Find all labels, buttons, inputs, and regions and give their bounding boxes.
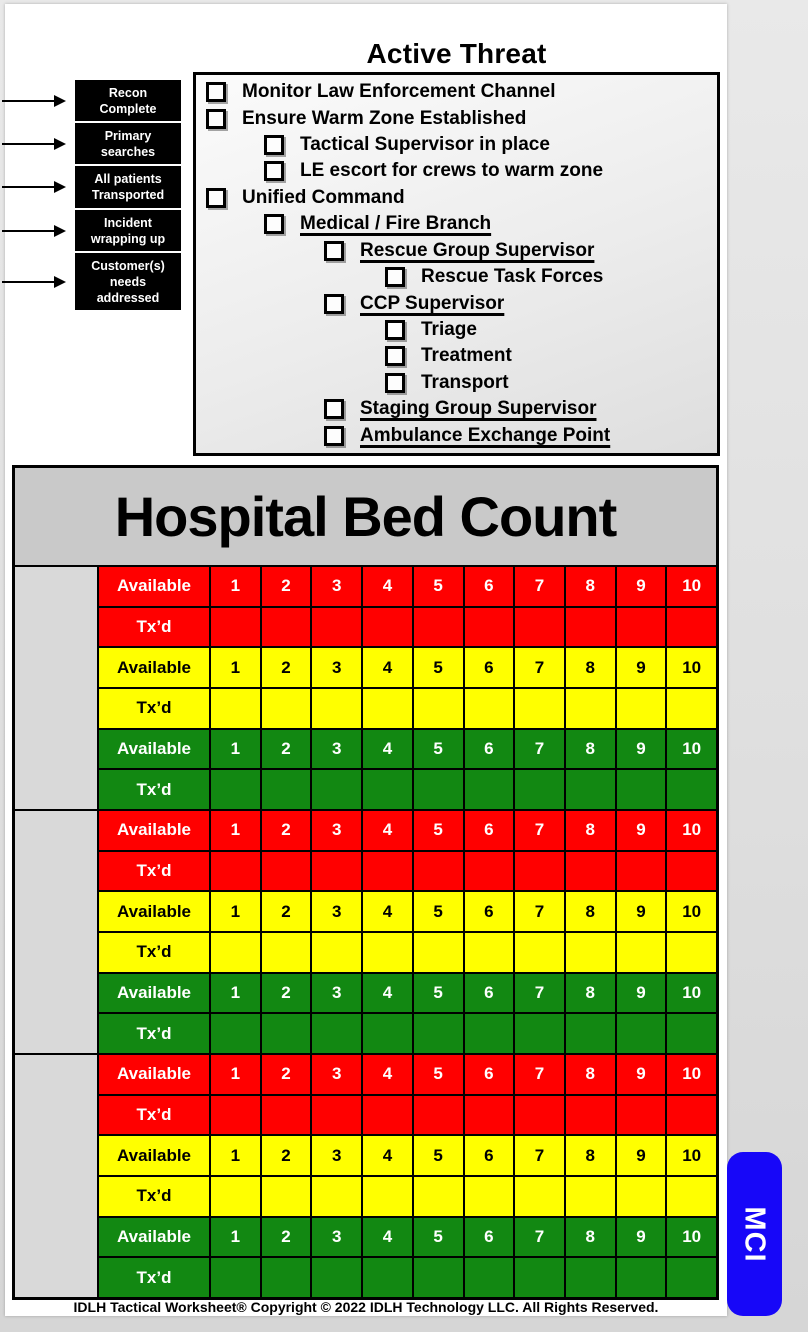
bed-count-number-cell[interactable]: 1 [211, 567, 260, 606]
bed-count-number-cell[interactable]: 10 [667, 892, 716, 931]
transported-tally-cell[interactable] [312, 1096, 361, 1135]
bed-count-number-cell[interactable]: 8 [566, 811, 615, 850]
transported-row-label: Tx’d [99, 770, 209, 809]
transported-tally-cell[interactable] [617, 1258, 666, 1297]
bed-count-number-cell[interactable]: 2 [262, 730, 311, 769]
checklist-item [196, 290, 717, 316]
bed-count-number-cell[interactable]: 8 [566, 567, 615, 606]
transported-tally-cell[interactable] [211, 1177, 260, 1216]
transported-tally-cell[interactable] [414, 1096, 463, 1135]
transported-tally-cell[interactable] [667, 933, 716, 972]
bed-count-number-cell[interactable]: 3 [312, 1136, 361, 1175]
transported-tally-cell[interactable] [262, 608, 311, 647]
transported-tally-cell[interactable] [617, 1096, 666, 1135]
transported-tally-cell[interactable] [617, 1177, 666, 1216]
transported-row-label: Tx’d [99, 1014, 209, 1053]
bed-count-number-cell[interactable]: 3 [312, 567, 361, 606]
transported-tally-cell[interactable] [566, 1177, 615, 1216]
transported-tally-cell[interactable] [262, 933, 311, 972]
bed-count-number-cell[interactable]: 8 [566, 730, 615, 769]
checkbox-icon[interactable] [324, 399, 344, 419]
bed-count-number-cell[interactable]: 3 [312, 811, 361, 850]
transported-tally-cell[interactable] [566, 1014, 615, 1053]
bed-count-number-cell[interactable]: 5 [414, 974, 463, 1013]
transported-row-label: Tx’d [99, 933, 209, 972]
bed-count-number-cell[interactable]: 4 [363, 892, 412, 931]
checklist-item [196, 343, 717, 369]
checklist-item-label: Transport [421, 371, 509, 393]
checklist-item [196, 396, 717, 422]
transported-tally-cell[interactable] [414, 608, 463, 647]
bed-count-number-cell[interactable]: 6 [465, 892, 514, 931]
transported-tally-cell[interactable] [363, 852, 412, 891]
checklist-item [196, 132, 717, 158]
bed-count-number-cell[interactable]: 4 [363, 730, 412, 769]
transported-tally-cell[interactable] [363, 689, 412, 728]
transported-tally-cell[interactable] [211, 770, 260, 809]
transported-tally-cell[interactable] [312, 1177, 361, 1216]
hospital-name-cell[interactable] [15, 567, 97, 809]
available-row-label: Available [99, 730, 209, 769]
bed-count-number-cell[interactable]: 1 [211, 1055, 260, 1094]
checkbox-icon[interactable] [385, 346, 405, 366]
bed-count-number-cell[interactable]: 5 [414, 811, 463, 850]
status-box-label: All patients [94, 172, 162, 186]
transported-tally-cell[interactable] [211, 608, 260, 647]
bed-count-number-cell[interactable]: 9 [617, 1055, 666, 1094]
bed-count-number-cell[interactable]: 4 [363, 567, 412, 606]
active-threat-checklist [193, 72, 720, 456]
bed-count-number-cell[interactable]: 1 [211, 1218, 260, 1257]
checkbox-icon[interactable] [264, 135, 284, 155]
checklist-item-label: Medical / Fire Branch [300, 213, 492, 235]
transported-tally-cell[interactable] [515, 1096, 564, 1135]
bed-count-number-cell[interactable]: 6 [465, 1055, 514, 1094]
transported-tally-cell[interactable] [566, 1258, 615, 1297]
transported-tally-cell[interactable] [414, 689, 463, 728]
transported-tally-cell[interactable] [211, 933, 260, 972]
checklist-item-label: Rescue Group Supervisor [360, 239, 595, 261]
bed-count-number-cell[interactable]: 5 [414, 892, 463, 931]
bed-count-number-cell[interactable]: 3 [312, 730, 361, 769]
status-row [0, 253, 181, 310]
transported-tally-cell[interactable] [262, 1014, 311, 1053]
transported-tally-cell[interactable] [617, 770, 666, 809]
bed-count-number-cell[interactable]: 9 [617, 730, 666, 769]
copyright-footer: IDLH Tactical Worksheet® Copyright © 2022 IDLH Technology LLC. All Rights Reserved. [73, 1299, 659, 1315]
transported-tally-cell[interactable] [515, 1177, 564, 1216]
transported-row-label: Tx’d [99, 608, 209, 647]
bed-count-number-cell[interactable]: 5 [414, 1055, 463, 1094]
bed-count-number-cell[interactable]: 8 [566, 1055, 615, 1094]
transported-tally-cell[interactable] [465, 608, 514, 647]
transported-tally-cell[interactable] [262, 770, 311, 809]
transported-tally-cell[interactable] [566, 608, 615, 647]
hospital-bed-count-title: Hospital Bed Count [15, 468, 716, 565]
transported-tally-cell[interactable] [211, 1096, 260, 1135]
bed-count-number-cell[interactable]: 7 [515, 892, 564, 931]
bed-count-number-cell[interactable]: 2 [262, 567, 311, 606]
available-row-label: Available [99, 811, 209, 850]
checklist-item-label: Monitor Law Enforcement Channel [242, 81, 556, 103]
mci-tab-label: MCI [739, 1205, 772, 1263]
available-row-label: Available [99, 1218, 209, 1257]
bed-count-number-cell[interactable]: 8 [566, 974, 615, 1013]
status-box[interactable] [75, 166, 181, 208]
status-row [0, 123, 181, 164]
transported-tally-cell[interactable] [515, 608, 564, 647]
checkbox-icon[interactable] [264, 161, 284, 181]
bed-count-number-cell[interactable]: 1 [211, 811, 260, 850]
checklist-item [196, 370, 717, 396]
status-box-label: searches [100, 144, 156, 159]
bed-count-number-cell[interactable]: 10 [667, 811, 716, 850]
transported-tally-cell[interactable] [262, 1096, 311, 1135]
transported-tally-cell[interactable] [617, 933, 666, 972]
active-threat-title: Active Threat [366, 38, 547, 69]
transported-tally-cell[interactable] [515, 852, 564, 891]
bed-count-number-cell[interactable]: 4 [363, 974, 412, 1013]
transported-tally-cell[interactable] [465, 689, 514, 728]
checkbox-icon[interactable] [385, 373, 405, 393]
transported-tally-cell[interactable] [363, 770, 412, 809]
transported-tally-cell[interactable] [312, 1014, 361, 1053]
checklist-item-label: Rescue Task Forces [421, 266, 604, 288]
checklist-item-label: Ambulance Exchange Point [360, 424, 611, 446]
checkbox-icon[interactable] [206, 188, 226, 208]
checkbox-icon[interactable] [324, 426, 344, 446]
bed-count-number-cell[interactable]: 8 [566, 892, 615, 931]
bed-count-number-cell[interactable]: 8 [566, 648, 615, 687]
bed-count-number-cell[interactable]: 10 [667, 567, 716, 606]
bed-count-number-cell[interactable]: 10 [667, 974, 716, 1013]
transported-tally-cell[interactable] [566, 689, 615, 728]
transported-tally-cell[interactable] [262, 1258, 311, 1297]
bed-count-number-cell[interactable]: 1 [211, 648, 260, 687]
transported-tally-cell[interactable] [667, 1258, 716, 1297]
checklist-item-label: Ensure Warm Zone Established [242, 107, 527, 129]
bed-count-number-cell[interactable]: 3 [312, 1218, 361, 1257]
bed-count-number-cell[interactable]: 7 [515, 1136, 564, 1175]
bed-count-number-cell[interactable]: 9 [617, 892, 666, 931]
bed-count-number-cell[interactable]: 8 [566, 1136, 615, 1175]
checkbox-icon[interactable] [264, 214, 284, 234]
checklist-item-label: Tactical Supervisor in place [300, 134, 550, 156]
checklist-item-label: Treatment [421, 345, 512, 367]
transported-tally-cell[interactable] [667, 770, 716, 809]
available-row-label: Available [99, 567, 209, 606]
bed-count-number-cell[interactable]: 10 [667, 648, 716, 687]
checkbox-icon[interactable] [324, 294, 344, 314]
transported-tally-cell[interactable] [414, 1177, 463, 1216]
bed-count-number-cell[interactable]: 9 [617, 811, 666, 850]
transported-tally-cell[interactable] [363, 1096, 412, 1135]
bed-count-number-cell[interactable]: 1 [211, 1136, 260, 1175]
bed-count-number-cell[interactable]: 7 [515, 567, 564, 606]
bed-count-number-cell[interactable]: 6 [465, 730, 514, 769]
available-row-label: Available [99, 648, 209, 687]
bed-count-number-cell[interactable]: 9 [617, 974, 666, 1013]
transported-tally-cell[interactable] [617, 852, 666, 891]
bed-count-number-cell[interactable]: 8 [566, 1218, 615, 1257]
transported-tally-cell[interactable] [515, 770, 564, 809]
bed-count-number-cell[interactable]: 3 [312, 648, 361, 687]
transported-tally-cell[interactable] [312, 770, 361, 809]
transported-tally-cell[interactable] [465, 1177, 514, 1216]
bed-count-number-cell[interactable]: 10 [667, 1136, 716, 1175]
transported-tally-cell[interactable] [465, 852, 514, 891]
bed-count-number-cell[interactable]: 7 [515, 974, 564, 1013]
transported-tally-cell[interactable] [211, 852, 260, 891]
transported-tally-cell[interactable] [363, 1014, 412, 1053]
bed-count-number-cell[interactable]: 10 [667, 730, 716, 769]
transported-tally-cell[interactable] [465, 1014, 514, 1053]
transported-tally-cell[interactable] [566, 1096, 615, 1135]
checklist-item [196, 211, 717, 237]
transported-tally-cell[interactable] [667, 1177, 716, 1216]
checkbox-icon[interactable] [385, 320, 405, 340]
checkbox-icon[interactable] [206, 82, 226, 102]
status-box[interactable] [75, 80, 181, 121]
hospital-name-cell[interactable] [15, 1055, 97, 1297]
checklist-item-label: Staging Group Supervisor [360, 398, 597, 420]
bed-count-number-cell[interactable]: 6 [465, 648, 514, 687]
bed-count-number-cell[interactable]: 4 [363, 1136, 412, 1175]
bed-count-number-cell[interactable]: 5 [414, 1218, 463, 1257]
transported-tally-cell[interactable] [617, 1014, 666, 1053]
transported-row-label: Tx’d [99, 1258, 209, 1297]
status-row [0, 210, 181, 251]
available-row-label: Available [99, 1055, 209, 1094]
bed-count-number-cell[interactable]: 1 [211, 974, 260, 1013]
transported-tally-cell[interactable] [262, 852, 311, 891]
status-box-label: Primary [104, 128, 152, 143]
hospital-bed-count-table [12, 465, 719, 1300]
transported-tally-cell[interactable] [414, 933, 463, 972]
transported-tally-cell[interactable] [262, 689, 311, 728]
status-box-label: Incident [104, 215, 152, 230]
transported-tally-cell[interactable] [363, 1258, 412, 1297]
bed-count-number-cell[interactable]: 2 [262, 648, 311, 687]
bed-count-number-cell[interactable]: 9 [617, 648, 666, 687]
bed-count-number-cell[interactable]: 2 [262, 892, 311, 931]
checklist-item [196, 422, 717, 448]
transported-tally-cell[interactable] [414, 770, 463, 809]
transported-tally-cell[interactable] [515, 933, 564, 972]
available-row-label: Available [99, 974, 209, 1013]
transported-tally-cell[interactable] [312, 933, 361, 972]
checklist-item [196, 317, 717, 343]
transported-tally-cell[interactable] [566, 770, 615, 809]
transported-tally-cell[interactable] [312, 852, 361, 891]
transported-tally-cell[interactable] [312, 1258, 361, 1297]
status-box[interactable] [75, 210, 181, 251]
status-box-label: addressed [96, 290, 160, 305]
status-row [0, 166, 181, 208]
bed-count-number-cell[interactable]: 7 [515, 811, 564, 850]
checklist-item [196, 185, 717, 211]
checkbox-icon[interactable] [206, 109, 226, 129]
available-row-label: Available [99, 892, 209, 931]
transported-tally-cell[interactable] [617, 689, 666, 728]
transported-tally-cell[interactable] [515, 1014, 564, 1053]
transported-tally-cell[interactable] [465, 1258, 514, 1297]
bed-count-number-cell[interactable]: 5 [414, 648, 463, 687]
checklist-item [196, 238, 717, 264]
checkbox-icon[interactable] [385, 267, 405, 287]
bed-count-number-cell[interactable]: 2 [262, 974, 311, 1013]
bed-count-number-cell[interactable]: 7 [515, 730, 564, 769]
checklist-item-label: LE escort for crews to warm zone [300, 160, 604, 182]
transported-tally-cell[interactable] [211, 1258, 260, 1297]
bed-count-number-cell[interactable]: 3 [312, 1055, 361, 1094]
checklist-item [196, 158, 717, 184]
bed-count-number-cell[interactable]: 3 [312, 892, 361, 931]
transported-tally-cell[interactable] [211, 1014, 260, 1053]
transported-tally-cell[interactable] [465, 1096, 514, 1135]
checklist-item [196, 105, 717, 131]
bed-count-number-cell[interactable]: 5 [414, 730, 463, 769]
transported-tally-cell[interactable] [667, 1096, 716, 1135]
transported-tally-cell[interactable] [465, 933, 514, 972]
bed-count-number-cell[interactable]: 4 [363, 811, 412, 850]
bed-count-number-cell[interactable]: 10 [667, 1218, 716, 1257]
checklist-item [196, 79, 717, 105]
transported-tally-cell[interactable] [667, 1014, 716, 1053]
bed-count-number-cell[interactable]: 3 [312, 974, 361, 1013]
transported-row-label: Tx’d [99, 689, 209, 728]
transported-tally-cell[interactable] [262, 1177, 311, 1216]
status-row [0, 80, 181, 121]
transported-tally-cell[interactable] [414, 1014, 463, 1053]
transported-tally-cell[interactable] [211, 689, 260, 728]
transported-tally-cell[interactable] [363, 933, 412, 972]
bed-count-number-cell[interactable]: 1 [211, 730, 260, 769]
status-box-label: Customer(s) [91, 258, 165, 273]
bed-count-number-cell[interactable]: 4 [363, 648, 412, 687]
status-box-label: wrapping up [90, 231, 166, 246]
hospital-name-cell[interactable] [15, 811, 97, 1053]
bed-count-number-cell[interactable]: 9 [617, 567, 666, 606]
bed-count-number-cell[interactable]: 7 [515, 1055, 564, 1094]
transported-tally-cell[interactable] [414, 1258, 463, 1297]
status-box[interactable] [75, 123, 181, 164]
bed-count-number-cell[interactable]: 5 [414, 567, 463, 606]
bed-count-number-cell[interactable]: 1 [211, 892, 260, 931]
transported-row-label: Tx’d [99, 1096, 209, 1135]
transported-tally-cell[interactable] [363, 608, 412, 647]
transported-row-label: Tx’d [99, 1177, 209, 1216]
bed-count-number-cell[interactable]: 7 [515, 648, 564, 687]
mci-tab[interactable] [727, 1152, 782, 1316]
bed-count-number-cell[interactable]: 7 [515, 1218, 564, 1257]
transported-tally-cell[interactable] [515, 1258, 564, 1297]
checklist-item [196, 264, 717, 290]
available-row-label: Available [99, 1136, 209, 1175]
bed-count-number-cell[interactable]: 2 [262, 1218, 311, 1257]
transported-tally-cell[interactable] [566, 933, 615, 972]
bed-count-number-cell[interactable]: 9 [617, 1136, 666, 1175]
transported-tally-cell[interactable] [414, 852, 463, 891]
transported-tally-cell[interactable] [312, 608, 361, 647]
checklist-item-label: CCP Supervisor [360, 292, 505, 314]
bed-count-number-cell[interactable]: 6 [465, 811, 514, 850]
transported-tally-cell[interactable] [667, 852, 716, 891]
transported-tally-cell[interactable] [617, 608, 666, 647]
bed-count-number-cell[interactable]: 6 [465, 1136, 514, 1175]
bed-count-number-cell[interactable]: 5 [414, 1136, 463, 1175]
transported-tally-cell[interactable] [465, 770, 514, 809]
worksheet-page [5, 4, 727, 1316]
status-box-label: needs [109, 274, 147, 289]
bed-count-number-cell[interactable]: 2 [262, 811, 311, 850]
transported-tally-cell[interactable] [667, 608, 716, 647]
transported-tally-cell[interactable] [312, 689, 361, 728]
status-box-label: Transported [91, 188, 165, 202]
bed-count-number-cell[interactable]: 4 [363, 1055, 412, 1094]
transported-tally-cell[interactable] [566, 852, 615, 891]
transported-tally-cell[interactable] [667, 689, 716, 728]
status-box-label: Recon [108, 85, 148, 100]
status-box-label: Complete [99, 101, 157, 116]
bed-count-number-cell[interactable]: 6 [465, 974, 514, 1013]
bed-count-number-cell[interactable]: 10 [667, 1055, 716, 1094]
bed-count-number-cell[interactable]: 6 [465, 567, 514, 606]
checkbox-icon[interactable] [324, 241, 344, 261]
transported-tally-cell[interactable] [515, 689, 564, 728]
status-box[interactable] [75, 253, 181, 310]
bed-count-grid [15, 567, 716, 1297]
transported-row-label: Tx’d [99, 852, 209, 891]
bed-count-number-cell[interactable]: 2 [262, 1136, 311, 1175]
checklist-item-label: Triage [421, 319, 477, 340]
checklist-item-label: Unified Command [242, 186, 405, 208]
transported-tally-cell[interactable] [363, 1177, 412, 1216]
bed-count-number-cell[interactable]: 4 [363, 1218, 412, 1257]
bed-count-number-cell[interactable]: 6 [465, 1218, 514, 1257]
bed-count-number-cell[interactable]: 9 [617, 1218, 666, 1257]
bed-count-number-cell[interactable]: 2 [262, 1055, 311, 1094]
